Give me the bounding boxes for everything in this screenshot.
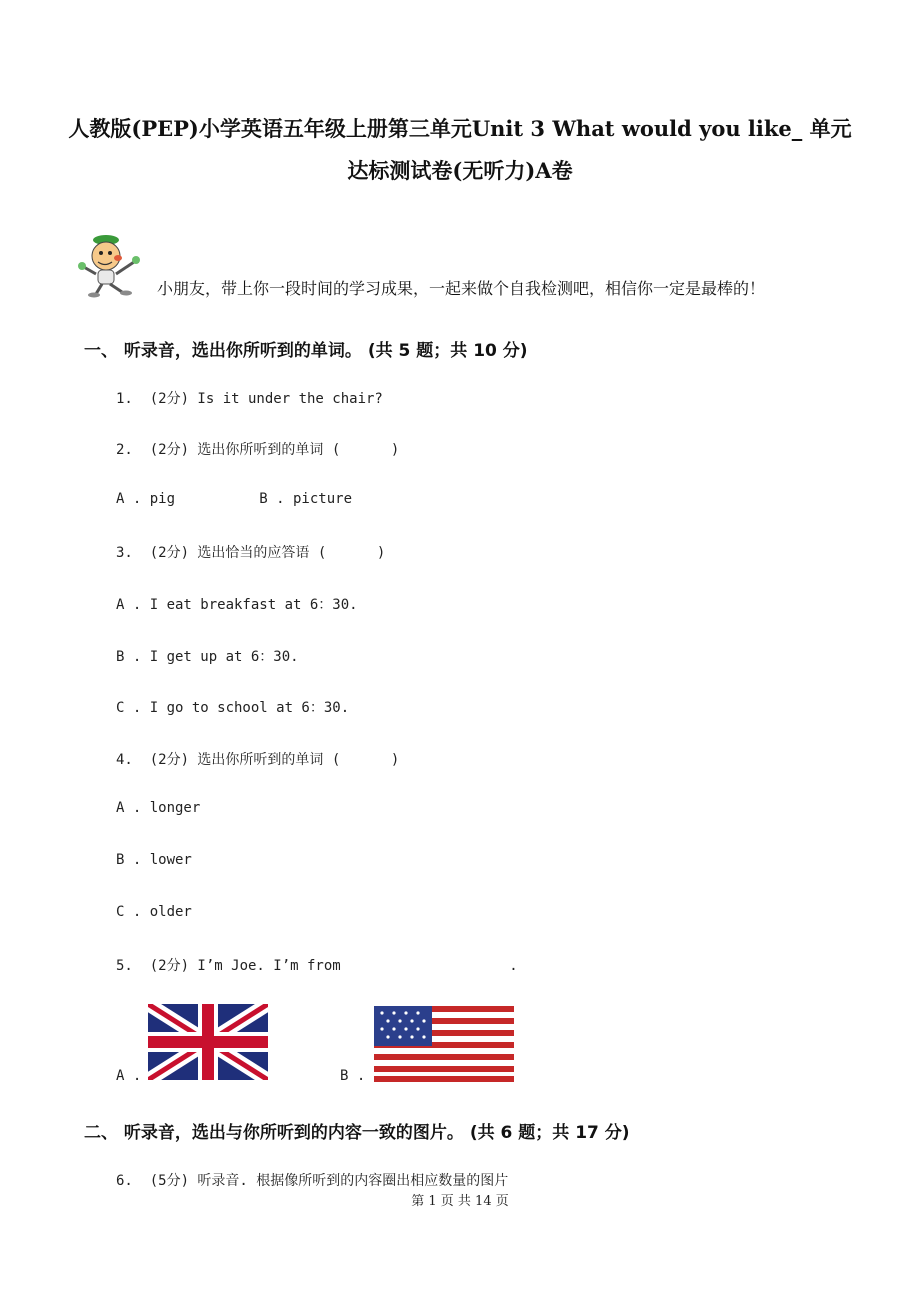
question-3-option-b: B . I get up at 6：30. xyxy=(116,649,299,665)
question-4-option-c: C . older xyxy=(116,904,192,920)
question-2-options: A . pig B . picture xyxy=(116,491,353,507)
title-line-1: 人教版(PEP)小学英语五年级上册第三单元Unit 3 What would you like_ 单元 xyxy=(68,116,852,141)
question-1: 1. (2分) Is it under the chair? xyxy=(116,391,383,407)
question-2: 2. (2分) 选出你所听到的单词 ( ) xyxy=(116,442,400,458)
encouragement-text: 小朋友，带上你一段时间的学习成果，一起来做个自我检测吧，相信你一定是最棒的！ xyxy=(157,279,766,298)
cartoon-boy-icon xyxy=(76,232,150,298)
question-4: 4. (2分) 选出你所听到的单词 ( ) xyxy=(116,752,400,768)
question-3-option-a: A . I eat breakfast at 6：30. xyxy=(116,597,358,613)
question-5-option-b: B . xyxy=(340,1068,366,1084)
question-4-option-b: B . lower xyxy=(116,852,192,868)
page-footer: 第 1 页 共 14 页 xyxy=(411,1194,509,1209)
question-5-option-a: A . xyxy=(116,1068,142,1084)
us-flag-icon xyxy=(374,1006,514,1082)
question-3-option-c: C . I go to school at 6：30. xyxy=(116,700,350,716)
question-6: 6. (5分) 听录音. 根据像所听到的内容圈出相应数量的图片 xyxy=(116,1173,509,1189)
uk-flag-icon xyxy=(148,1004,268,1080)
question-4-option-a: A . longer xyxy=(116,800,201,816)
section-1-heading: 一、 听录音，选出你所听到的单词。 (共 5 题；共 10 分) xyxy=(84,341,528,361)
page-title xyxy=(60,108,860,192)
section-2-heading: 二、 听录音，选出与你所听到的内容一致的图片。 (共 6 题；共 17 分) xyxy=(84,1123,630,1143)
title-line-2: 达标测试卷(无听力)A卷 xyxy=(347,158,573,183)
question-3: 3. (2分) 选出恰当的应答语 ( ) xyxy=(116,545,386,561)
question-5: 5. (2分) I’m Joe. I’m from . xyxy=(116,958,518,974)
